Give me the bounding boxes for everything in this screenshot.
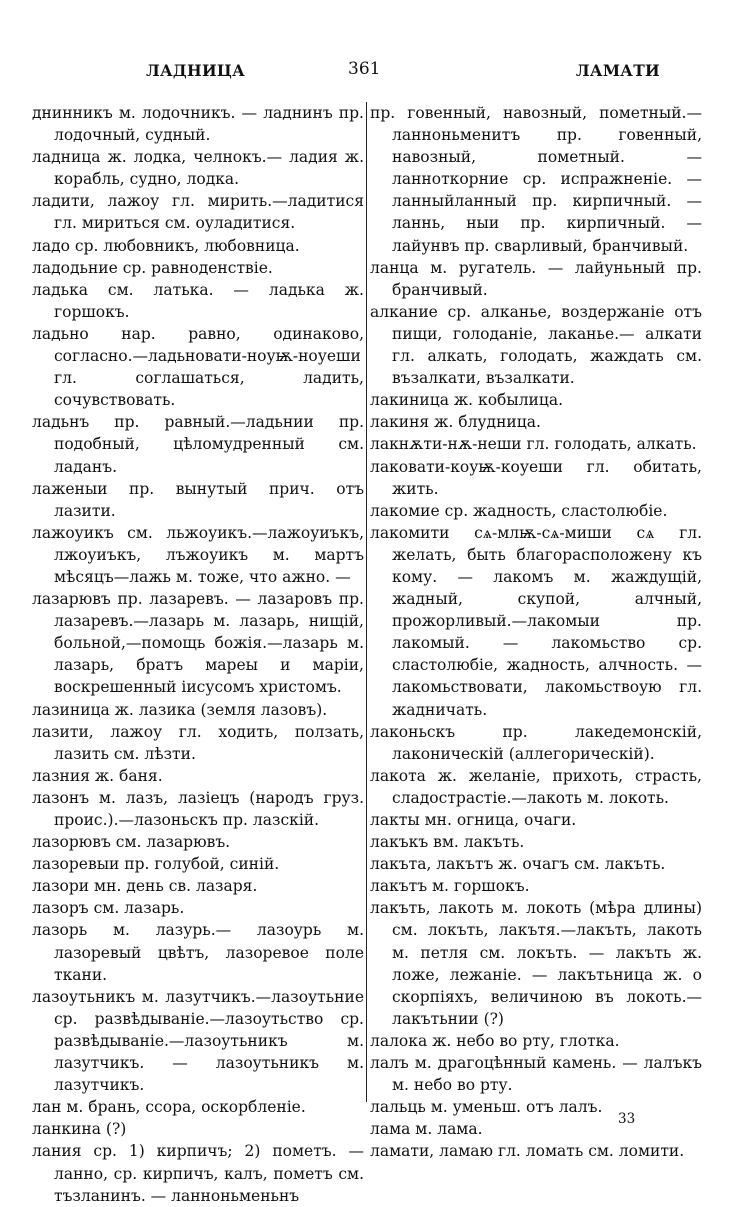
dictionary-entry: лакиница ж. кобылица. — [370, 391, 564, 410]
dictionary-entry: лазния ж. баня. — [32, 766, 163, 785]
dictionary-entry: лакиня ж. блудница. — [370, 413, 541, 432]
dictionary-entry: лазоутьникъ м. лазутчикъ.—лазоутьние ср. развѣдываніе.—лазоутьство ср. развѣдываніе.—лазоутьникъ м. лазутчикъ. — лазоутьникъ м. лазутчикъ. — [32, 987, 364, 1095]
dictionary-entry: пр. говенный, навозный, пометный.—ланноньменитъ пр. говенный, навозный, пометный. — ланноткорние ср. испражненіе. — ланныйланный пр. кирпичный. — ланнь, ныи пр. кирпичный. — лайунвъ пр. сварливый, бранчивый. — [370, 104, 702, 255]
header-left-word: ЛАДНИЦА — [146, 61, 246, 80]
dictionary-entry: лания ср. 1) кирпичъ; 2) пометъ. — ланно, ср. кирпичъ, калъ, пометъ см. тъзланинъ. — ланноньменьнъ — [32, 1142, 364, 1205]
dictionary-entry: лажоуикъ см. льжоуикъ.—лажоуиъкъ, лжоуиъкъ, лъжоуикъ м. мартъ мѣсяцъ—лажь м. тоже, что ажно. — — [32, 523, 364, 586]
dictionary-entry: лазорювъ см. лазарювъ. — [32, 833, 231, 852]
dictionary-entry: лазоръ см. лазарь. — [32, 899, 185, 918]
dictionary-entry: лакъть, лакоть м. локоть (мѣра длины) см. локъть, лакътя.—лакъть, лакоть м. петля см. локъть. — лакъть ж. ложе, лежаніе. — лакътьница ж. о скорпіяхъ, величиною въ локоть.—лакътьнии (?) — [370, 899, 702, 1028]
dictionary-entry: ладница ж. лодка, челнокъ.— ладия ж. корабль, судно, лодка. — [32, 148, 364, 189]
page-number: 361 — [348, 59, 381, 79]
dictionary-entry: лазиница ж. лазика (земля лазовъ). — [32, 700, 328, 719]
left-column — [32, 102, 364, 1207]
dictionary-entry: лаковати-коуѭ-коуеши гл. обитать, жить. — [370, 457, 702, 498]
dictionary-entry: ладька см. латька. — ладька ж. горшокъ. — [32, 280, 364, 321]
header-right-word: ЛАМАТИ — [575, 61, 660, 80]
page-header — [32, 55, 710, 89]
dictionary-entry: лаконьскъ пр. лакедемонскій, лаконическій (аллегорическій). — [370, 722, 702, 763]
dictionary-entry: лакота ж. желаніе, прихоть, страсть, сладострастіе.—лакоть м. локоть. — [370, 766, 702, 807]
dictionary-entry: лалъ м. драгоцѣнный камень. — лалъкъ м. небо во рту. — [370, 1054, 702, 1095]
dictionary-entry: ладьно нар. равно, одинаково, согласно.—ладьновати-ноуѭ-ноуеши гл. соглашаться, ладить, сочувствовать. — [32, 324, 364, 410]
dictionary-entry: лакомие ср. жадность, сластолюбіе. — [370, 501, 668, 520]
dictionary-entry: лакнѫти-нѫ-неши гл. голодать, алкать. — [370, 435, 697, 454]
dictionary-entry: лазоревыи пр. голубой, синій. — [32, 855, 280, 874]
dictionary-entry: лаженыи пр. вынутый прич. отъ лазити. — [32, 479, 364, 520]
dictionary-entry: алканиe ср. алканье, воздержаніе отъ пищи, голоданіе, лаканье.— алкати гл. алкать, голодать, жаждать см. възалкати, възалкати. — [370, 302, 702, 388]
dictionary-entry: лакъта, лакътъ ж. очагъ см. лакъть. — [370, 855, 666, 874]
dictionary-entry: ланкина (?) — [32, 1120, 127, 1139]
dictionary-entry: лазорь м. лазурь.— лазоурь м. лазоревый цвѣтъ, лазоревое поле ткани. — [32, 921, 364, 984]
dictionary-entry: лазити, лажоу гл. ходить, ползать, лазить см. лѣзти. — [32, 722, 364, 763]
dictionary-entry: ладодьние ср. равноденствіе. — [32, 258, 273, 277]
dictionary-entry: ладо ср. любовникъ, любовница. — [32, 236, 300, 255]
dictionary-entry: лан м. брань, ссора, оскорбленіе. — [32, 1098, 306, 1117]
dictionary-entry: лакътъ м. горшокъ. — [370, 877, 530, 896]
dictionary-entry: ламати, ламаю гл. ломать см. ломити. — [370, 1142, 685, 1161]
dictionary-entry: лазори мн. день св. лазаря. — [32, 877, 258, 896]
dictionary-entry: ладити, лажоу гл. мирить.—ладитися гл. мириться см. оуладитися. — [32, 192, 364, 233]
dictionary-entry: лакъкъ вм. лакъть. — [370, 833, 525, 852]
dictionary-entry: лальць м. уменьш. отъ лалъ. — [370, 1098, 603, 1117]
dictionary-entry: ладьнъ пр. равный.—ладьнии пр. подобный, цѣломудренный см. ладанъ. — [32, 413, 364, 476]
dictionary-entry: лазарювъ пр. лазаревъ. — лазаровъ пр. лазаревъ.—лазарь м. лазарь, нищій, больной,—помощь божія.—лазарь м. лазарь, братъ мареы и маріи, воскрешенный іисусомъ христомъ. — [32, 590, 364, 697]
dictionary-entry: лазонъ м. лазъ, лазіецъ (народъ груз. проис.).—лазоньскъ пр. лазскій. — [32, 788, 364, 829]
dictionary-entry: лакомити сѧ-млѭ-сѧ-миши сѧ гл. желать, быть благорасположену къ кому. — лакомъ м. жаждущій, жадный, скупой, алчный, прожорливый.—лакомыи пр. лакомый. — лакомьство ср. сластолюбіе, жадность, алчность. — лакомьствовати, лакомьствоую гл. жадничать. — [370, 523, 702, 719]
column-divider — [366, 102, 367, 1102]
signature-mark: 33 — [618, 1111, 636, 1127]
right-column — [370, 102, 702, 1163]
dictionary-entry: лакты мн. огница, очаги. — [370, 811, 577, 829]
dictionary-entry: ланца м. ругатель. — лайуньный пр. бранчивый. — [370, 258, 702, 299]
dictionary-entry: днинникъ м. лодочникъ. — ладнинъ пр. лодочный, судный. — [32, 104, 364, 145]
dictionary-entry: лалока ж. небо во рту, глотка. — [370, 1031, 620, 1050]
dictionary-entry: лама м. лама. — [370, 1120, 483, 1139]
